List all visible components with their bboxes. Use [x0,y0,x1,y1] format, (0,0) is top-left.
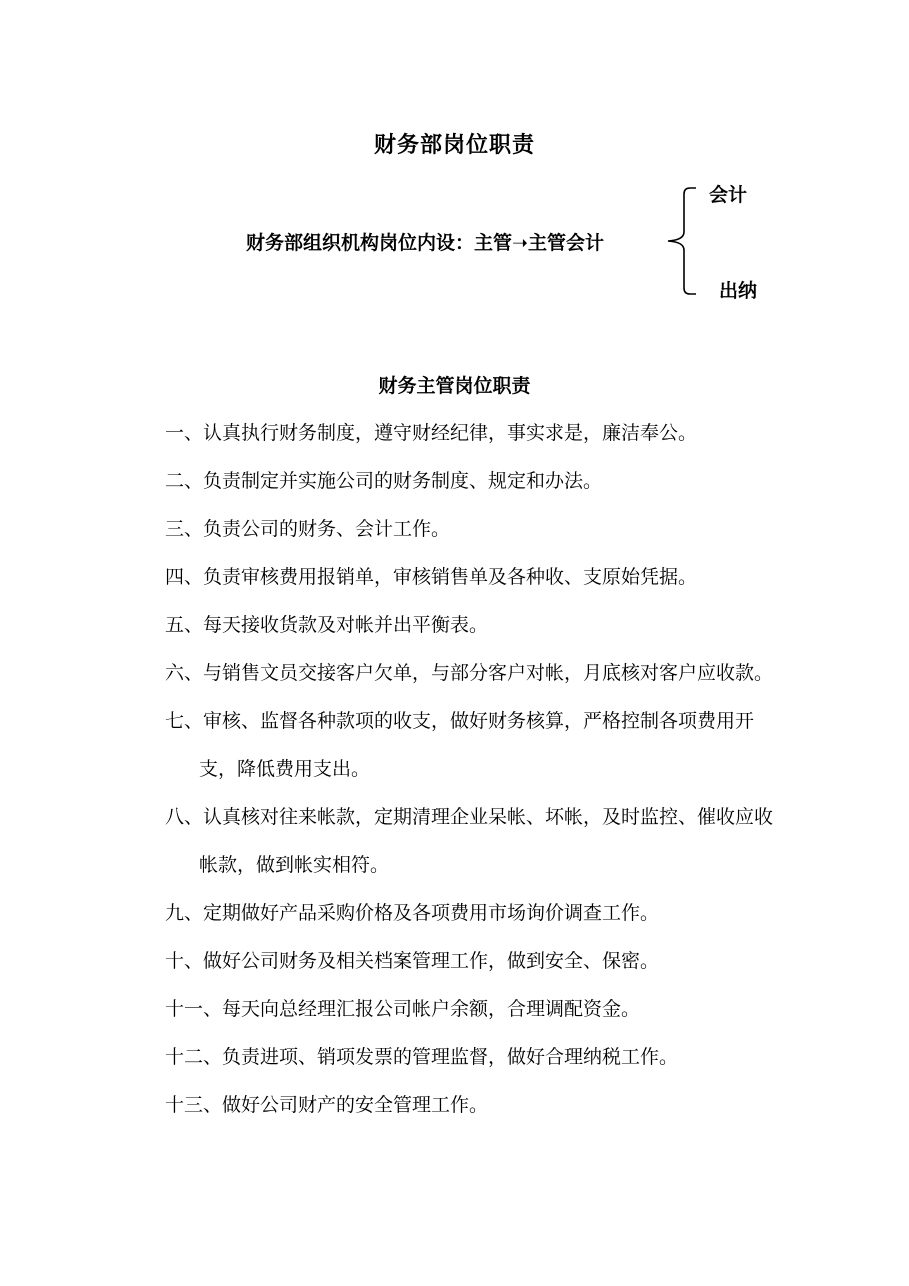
duty-item: 八、认真核对往来帐款，定期清理企业呆帐、坏帐，及时监控、催收应收帐款，做到帐实相符。 [165,806,774,876]
duty-item: 二、负责制定并实施公司的财务制度、规定和办法。 [165,470,603,492]
duty-list [165,409,785,1129]
arrow-icon: ➝ [512,232,528,254]
duty-item: 七、审核、监督各种款项的收支，做好财务核算，严格控制各项费用开支，降低费用支出。 [165,710,755,780]
org-branch-bottom: 出纳 [719,280,758,302]
duty-item: 十三、做好公司财产的安全管理工作。 [165,1094,489,1116]
section-title: 财务主管岗位职责 [378,375,531,397]
duty-item: 十二、负责进项、销项发票的管理监督，做好合理纳税工作。 [165,1046,679,1068]
duty-item: 十一、每天向总经理汇报公司帐户余额，合理调配资金。 [165,998,641,1020]
duty-item: 三、负责公司的财务、会计工作。 [165,518,451,540]
duty-item: 六、与销售文员交接客户欠单，与部分客户对帐，月底核对客户应收款。 [165,662,774,684]
org-structure-label: 财务部组织机构岗位内设：主管 [246,232,513,254]
duty-item: 四、负责审核费用报销单，审核销售单及各种收、支原始凭据。 [165,566,698,588]
duty-item: 一、认真执行财务制度，遵守财经纪律，事实求是，廉洁奉公。 [165,422,698,444]
page-title: 财务部岗位职责 [373,133,535,158]
curly-brace-icon [660,186,700,296]
org-branch-top: 会计 [709,184,748,206]
duty-item: 五、每天接收货款及对帐并出平衡表。 [165,614,489,636]
org-structure-middle: 主管会计 [527,232,604,254]
org-structure-line [246,228,604,255]
duty-item: 九、定期做好产品采购价格及各项费用市场询价调查工作。 [165,902,660,924]
duty-item: 十、做好公司财务及相关档案管理工作，做到安全、保密。 [165,950,660,972]
